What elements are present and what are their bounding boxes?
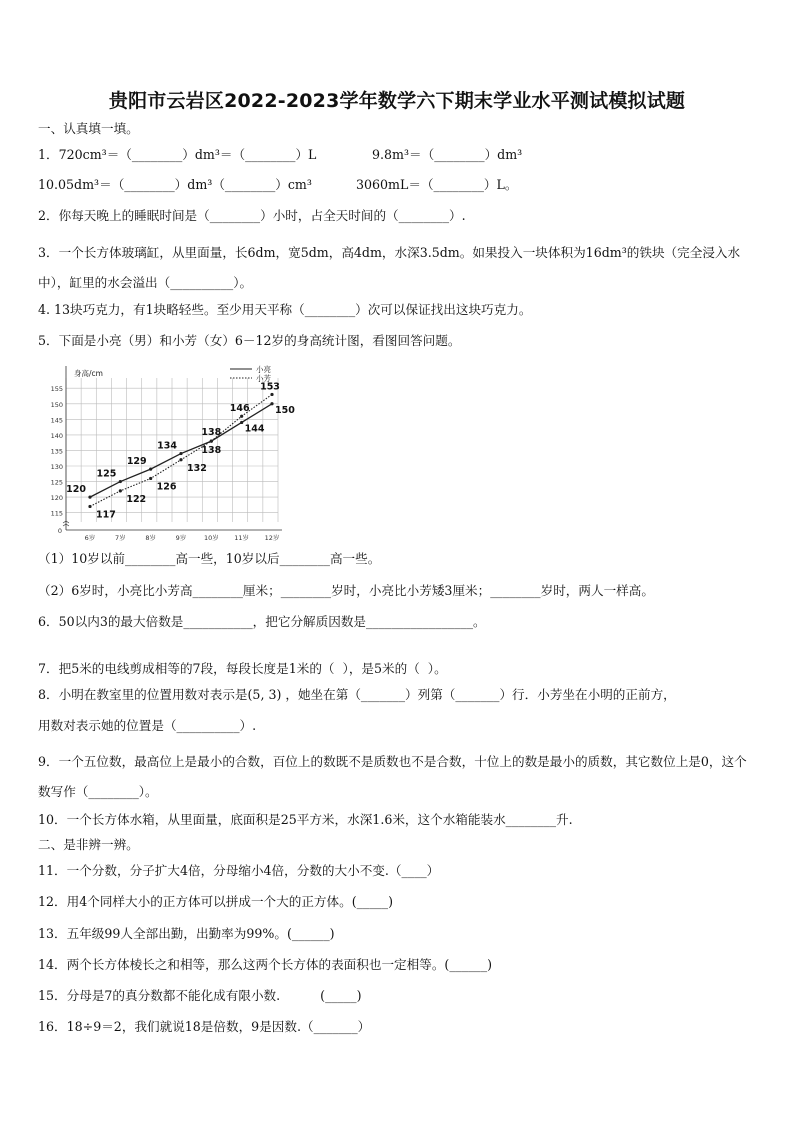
question-5: 5．下面是小亮（男）和小芳（女）6－12岁的身高统计图，看图回答问题。 bbox=[38, 333, 461, 348]
data-label: 150 bbox=[275, 404, 295, 416]
data-point bbox=[270, 402, 273, 405]
data-point bbox=[88, 505, 91, 508]
data-label: 132 bbox=[187, 462, 207, 474]
question-7: 7．把5米的电线剪成相等的7段，每段长度是1米的（ ），是5米的（ ）。 bbox=[38, 661, 447, 676]
question-1d: 3060mL＝（________）L。 bbox=[356, 177, 518, 192]
data-label: 125 bbox=[96, 468, 117, 480]
data-point bbox=[119, 489, 122, 492]
y-axis-label: 身高/cm bbox=[74, 369, 103, 378]
chart-legend bbox=[230, 364, 271, 383]
data-point bbox=[240, 421, 243, 424]
y-tick-label: 140 bbox=[50, 431, 63, 440]
y-tick-label: 145 bbox=[50, 416, 63, 425]
data-point bbox=[270, 393, 273, 396]
data-label: 120 bbox=[66, 484, 86, 496]
question-8b: 用数对表示她的位置是（__________）. bbox=[38, 718, 257, 733]
question-4: 4. 13块巧克力，有1块略轻些。至少用天平称（________）次可以保证找出这块巧克力。 bbox=[38, 302, 532, 317]
question-3: 3．一个长方体玻璃缸，从里面量，长6dm，宽5dm，高4dm，水深3.5dm。如果投入一块体积为16dm³的铁块（完全浸入水中），缸里的水会溢出（__________）。 bbox=[38, 245, 741, 290]
question-2: 2．你每天晚上的睡眠时间是（________）小时，占全天时间的（________）. bbox=[38, 208, 466, 223]
x-tick-label: 8岁 bbox=[145, 534, 156, 542]
y-tick-label: 155 bbox=[50, 385, 63, 394]
data-label: 138 bbox=[201, 427, 222, 439]
data-label: 117 bbox=[96, 509, 116, 521]
question-8a: 8．小明在教室里的位置用数对表示是(5, 3) ，她坐在第（_______）列第（_______）行．小芳坐在小明的正前方， bbox=[38, 687, 676, 702]
data-label: 122 bbox=[126, 493, 147, 505]
question-9: 9．一个五位数，最高位上是最小的合数，百位上的数既不是质数也不是合数，十位上的数是最小的质数，其它数位上是0，这个数写作（________）。 bbox=[38, 754, 747, 799]
y-tick-label: 135 bbox=[50, 447, 63, 456]
question-1b: 9.8m³＝（________）dm³ bbox=[372, 147, 523, 162]
question-15: 15．分母是7的真分数都不能化成有限小数. (_____) bbox=[38, 988, 362, 1003]
data-label: 126 bbox=[156, 481, 177, 493]
question-5-part-1: （1）10岁以前________高一些，10岁以后________高一些。 bbox=[38, 551, 381, 566]
data-point bbox=[210, 440, 213, 443]
question-14: 14．两个长方体棱长之和相等，那么这两个长方体的表面积也一定相等。(______) bbox=[38, 957, 493, 972]
y-tick-label: 115 bbox=[50, 509, 63, 518]
x-tick-label: 12岁 bbox=[264, 534, 280, 542]
height-line-chart bbox=[40, 362, 310, 542]
legend-label: 小芳 bbox=[256, 374, 271, 383]
question-16: 16．18÷9＝2，我们就说18是倍数，9是因数.（_______） bbox=[38, 1019, 371, 1034]
question-10: 10．一个长方体水箱，从里面量，底面积是25平方米，水深1.6米，这个水箱能装水________升. bbox=[38, 812, 573, 827]
x-tick-label: 10岁 bbox=[203, 534, 219, 542]
data-label: 153 bbox=[260, 381, 280, 393]
question-5-part-2: （2）6岁时，小亮比小芳高________厘米；________岁时，小亮比小芳矮3厘米；________岁时，两人一样高。 bbox=[38, 583, 654, 598]
data-point bbox=[149, 477, 152, 480]
data-label: 144 bbox=[244, 423, 265, 435]
section-heading-1: 一、认真填一填。 bbox=[38, 121, 139, 136]
section-heading-2: 二、是非辨一辨。 bbox=[38, 837, 139, 852]
data-label: 134 bbox=[157, 440, 177, 452]
legend-label: 小亮 bbox=[256, 365, 271, 374]
y-tick-label: 150 bbox=[50, 400, 63, 409]
data-point bbox=[149, 468, 152, 471]
question-1a: 1．720cm³＝（________）dm³＝（________）L bbox=[38, 147, 317, 162]
x-tick-label: 6岁 bbox=[84, 534, 96, 542]
x-tick-label: 9岁 bbox=[175, 534, 187, 542]
data-point bbox=[240, 415, 243, 418]
data-point bbox=[179, 452, 182, 455]
data-point bbox=[179, 458, 182, 461]
question-11: 11．一个分数，分子扩大4倍，分母缩小4倍，分数的大小不变.（____） bbox=[38, 863, 440, 878]
data-point bbox=[119, 480, 122, 483]
data-label: 129 bbox=[126, 456, 147, 468]
data-label: 138 bbox=[201, 445, 222, 457]
chart-labels bbox=[51, 368, 296, 542]
question-6: 6．50以内3的最大倍数是___________，把它分解质因数是_________________。 bbox=[38, 614, 486, 629]
y-origin-label: 0 bbox=[57, 527, 62, 535]
y-tick-label: 130 bbox=[50, 463, 63, 471]
question-1c: 10.05dm³＝（________）dm³（________）cm³ bbox=[38, 177, 312, 192]
data-label: 146 bbox=[229, 403, 250, 415]
x-tick-label: 11岁 bbox=[234, 534, 250, 542]
question-12: 12．用4个同样大小的正方体可以拼成一个大的正方体。(_____) bbox=[38, 894, 394, 909]
y-tick-label: 125 bbox=[50, 478, 63, 487]
data-point bbox=[88, 496, 91, 499]
question-13: 13．五年级99人全部出勤，出勤率为99%。(______) bbox=[38, 926, 335, 941]
page-title: 贵阳市云岩区2022-2023学年数学六下期末学业水平测试模拟试题 bbox=[108, 90, 686, 112]
y-tick-label: 120 bbox=[50, 494, 63, 503]
x-tick-label: 7岁 bbox=[115, 534, 126, 542]
